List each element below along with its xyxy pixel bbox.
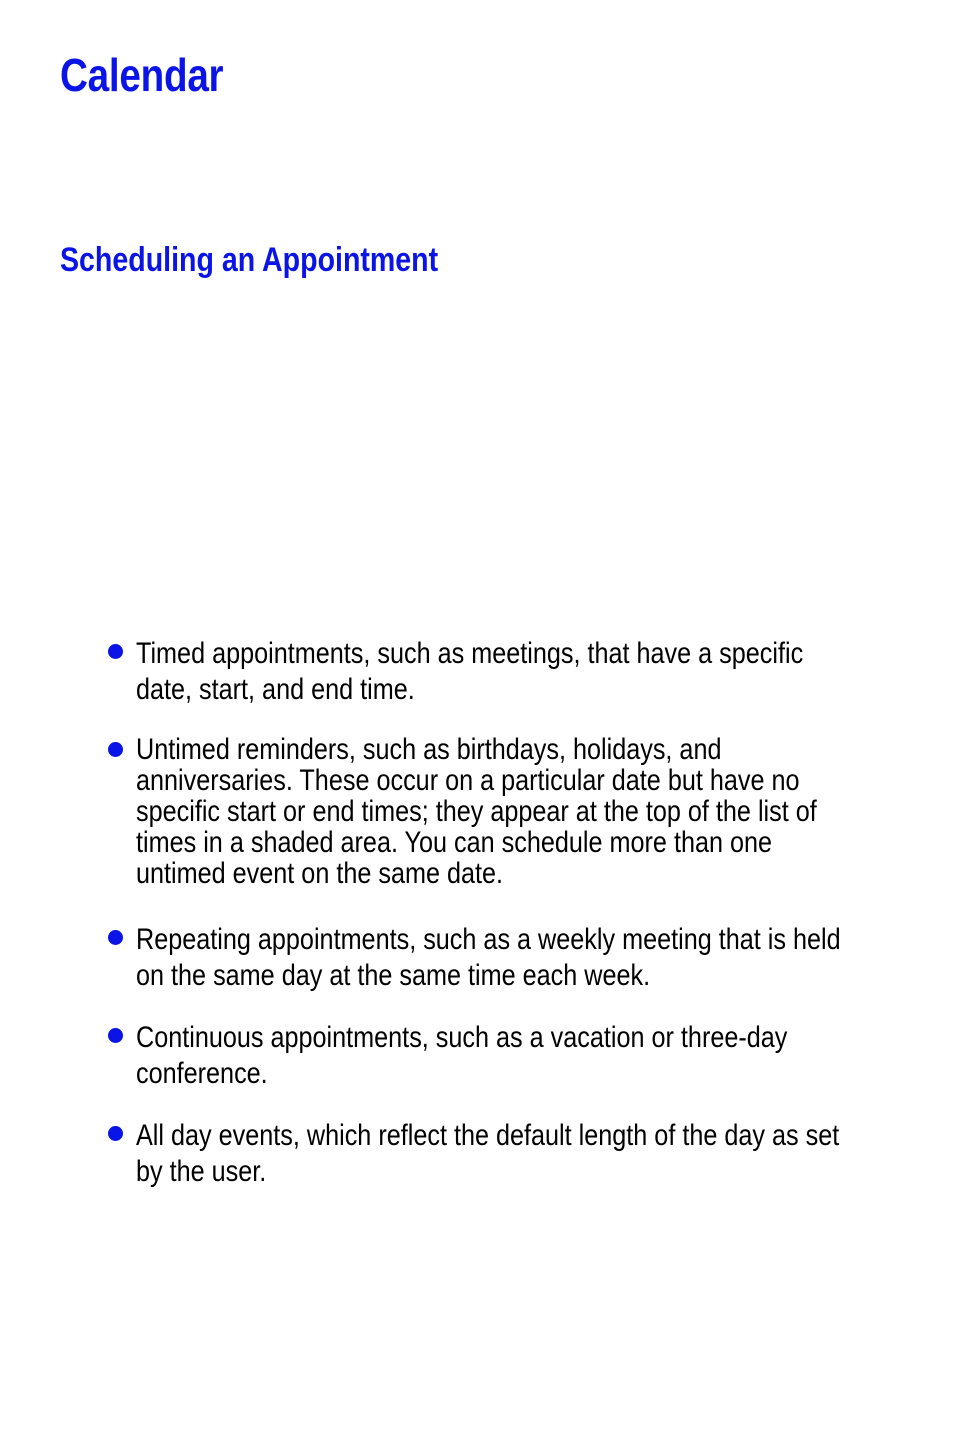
bullet-icon — [108, 644, 123, 659]
bullet-icon — [108, 742, 123, 757]
bullet-icon — [108, 930, 123, 945]
bullet-icon — [108, 1028, 123, 1043]
section-title: Scheduling an Appointment — [60, 241, 439, 279]
list-item-text: Repeating appointments, such as a weekly meeting that is held on the same day at the same time each week. — [136, 923, 841, 992]
list-item-text: Untimed reminders, such as birthdays, holidays, and anniversaries. These occur on a particular date but have no specific start or end times; they appear at the top of the list of times in a shaded area. You can schedule more than one untimed event on the same date. — [136, 733, 817, 890]
list-item-text: All day events, which reflect the default length of the day as set by the user. — [136, 1119, 840, 1188]
page-title: Calendar — [60, 49, 224, 101]
list-item-text: Timed appointments, such as meetings, that have a specific date, start, and end time. — [136, 637, 804, 706]
list-item-text: Continuous appointments, such as a vacation or three-day conference. — [136, 1021, 788, 1090]
bullet-icon — [108, 1126, 123, 1141]
